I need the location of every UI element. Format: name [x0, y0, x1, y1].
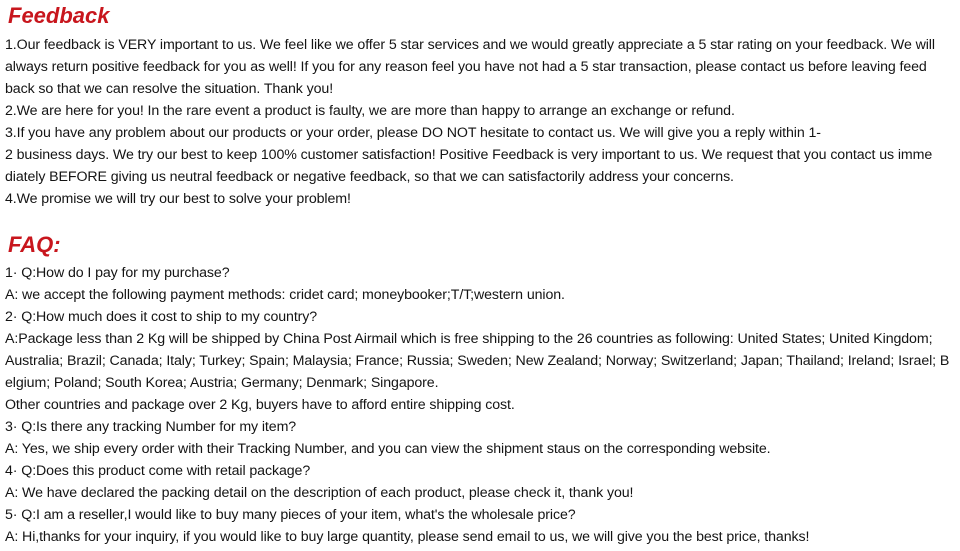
- feedback-line: 4.We promise we will try our best to solve your problem!: [5, 191, 351, 207]
- faq-question: 1· Q:How do I pay for my purchase?: [5, 265, 230, 281]
- faq-answer: A: Hi,thanks for your inquiry, if you would like to buy large quantity, please send email to us, we will give you the best price, thanks!: [5, 529, 810, 545]
- feedback-line: back so that we can resolve the situation. Thank you!: [5, 81, 334, 97]
- faq-question: 5· Q:I am a reseller,I would like to buy many pieces of your item, what's the wholesale price?: [5, 507, 576, 523]
- feedback-line: 3.If you have any problem about our products or your order, please DO NOT hesitate to contact us. We will give you a reply within 1-: [5, 125, 821, 141]
- faq-answer: elgium; Poland; South Korea; Austria; Germany; Denmark; Singapore.: [5, 375, 439, 391]
- faq-question: 2· Q:How much does it cost to ship to my country?: [5, 309, 318, 325]
- feedback-line: 2.We are here for you! In the rare event a product is faulty, we are more than happy to arrange an exchange or refund.: [5, 103, 735, 119]
- faq-answer: A: We have declared the packing detail on the description of each product, please check it, thank you!: [5, 485, 634, 501]
- faq-answer: Other countries and package over 2 Kg, buyers have to afford entire shipping cost.: [5, 397, 515, 413]
- feedback-heading: Feedback: [8, 3, 110, 28]
- faq-question: 4· Q:Does this product come with retail package?: [5, 463, 311, 479]
- faq-heading: FAQ:: [8, 232, 61, 257]
- feedback-line: 1.Our feedback is VERY important to us. We feel like we offer 5 star services and we would greatly appreciate a 5 star rating on your feedback. We will: [5, 37, 935, 53]
- feedback-section: [5, 34, 960, 210]
- faq-question: 3· Q:Is there any tracking Number for my item?: [5, 419, 297, 435]
- feedback-line: diately BEFORE giving us neutral feedback or negative feedback, so that we can satisfactorily address your concerns.: [5, 169, 734, 185]
- faq-answer: A:Package less than 2 Kg will be shipped by China Post Airmail which is free shipping to the 26 countries as following: United States; United Kingdom;: [5, 331, 933, 347]
- faq-section: [5, 262, 960, 548]
- feedback-line: always return positive feedback for you as well! If you for any reason feel you have not had a 5 star transaction, please contact us before leaving feed: [5, 59, 927, 75]
- feedback-line: 2 business days. We try our best to keep 100% customer satisfaction! Positive Feedback is very important to us. We request that you contact us imme: [5, 147, 933, 163]
- faq-answer: A: we accept the following payment methods: cridet card; moneybooker;T/T;western union.: [5, 287, 565, 303]
- faq-answer: A: Yes, we ship every order with their Tracking Number, and you can view the shipment staus on the corresponding website.: [5, 441, 771, 457]
- faq-answer: Australia; Brazil; Canada; Italy; Turkey; Spain; Malaysia; France; Russia; Sweden; New Zealand; Norway; Switzerland; Japan; Thailand; Ireland; Israel; B: [5, 353, 950, 369]
